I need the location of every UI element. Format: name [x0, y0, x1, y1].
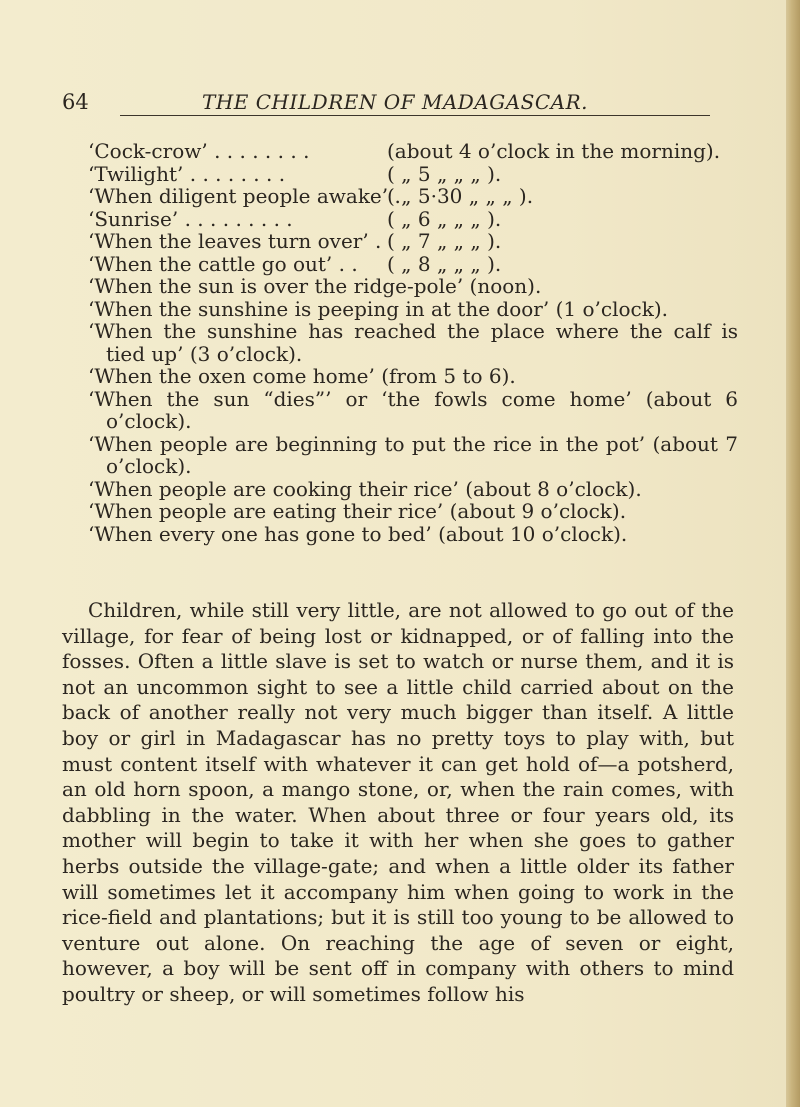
- schedule-row: [88, 298, 738, 321]
- page-edge: [786, 0, 800, 1107]
- schedule-time: (about 4 o’clock in the morning).: [387, 139, 721, 163]
- schedule-name: ‘Cock-crow’ . . . . . . . .: [88, 139, 310, 163]
- schedule-time: ( „ 6 „ „ „ ).: [387, 206, 502, 231]
- schedule-name: ‘When people are eating their rice’ (about 9 o’clock).: [88, 499, 627, 523]
- schedule-name: ‘When every one has gone to bed’ (about 10 o’clock).: [88, 521, 628, 546]
- schedule-name: ‘When the sunshine has reached the place where the calf is tied up’ (3 o’clock).: [88, 319, 738, 366]
- schedule-row: [88, 275, 738, 298]
- schedule-name: ‘When the cattle go out’ . .: [88, 251, 358, 276]
- schedule-row: [88, 433, 738, 478]
- schedule-time: ( „ 8 „ „ „ ).: [387, 251, 502, 276]
- body-paragraph-block: [62, 598, 734, 1008]
- schedule-row: [88, 320, 738, 365]
- body-paragraph: Children, while still very little, are not allowed to go out of the village, for fear of being lost or kidnapped, or of falling into the fosses. Often a little slave is set to watch or nurse them, and it is not an uncommon sight to see a little child carried about on the back of another really not very much bigger than itself. A little boy or girl in Madagascar has no pretty toys to play with, but must content itself with whatever it can get hold of—a potsherd, an old horn spoon, a mango stone, or, when the rain comes, with dabbling in the water. When about three or four years old, its mother will begin to take it with her when she goes to gather herbs outside the village-gate; and when a little older its father will sometimes let it accompany him when going to work in the rice-field and plantations; but it is still too young to be allowed to venture out alone. On reaching the age of seven or eight, however, a boy will be sent off in company with others to mind poultry or sheep, or will sometimes follow his: [62, 598, 734, 1006]
- schedule-row: [88, 163, 738, 186]
- schedule-name: ‘When the oxen come home’ (from 5 to 6).: [88, 364, 516, 388]
- schedule-name: ‘Twilight’ . . . . . . . .: [88, 161, 286, 186]
- schedule-row: [88, 140, 738, 163]
- schedule-name: ‘When the leaves turn over’ .: [88, 229, 382, 253]
- page-number: 64: [62, 90, 89, 114]
- running-title: THE CHILDREN OF MADAGASCAR.: [202, 90, 589, 114]
- schedule-name: ‘When people are cooking their rice’ (about 8 o’clock).: [88, 476, 642, 501]
- schedule-row: [88, 253, 738, 276]
- schedule-row: [88, 388, 738, 433]
- schedule-time: ( „ 5 „ „ „ ).: [387, 161, 502, 186]
- schedule-name: ‘When people are beginning to put the rice in the pot’ (about 7 o’clock).: [88, 431, 738, 478]
- schedule-row: [88, 500, 738, 523]
- schedule-row: [88, 365, 738, 388]
- schedule-row: [88, 523, 738, 546]
- schedule-time: ( „ 7 „ „ „ ).: [387, 229, 502, 253]
- schedule-row: [88, 208, 738, 231]
- schedule-name: ‘Sunrise’ . . . . . . . . .: [88, 206, 293, 231]
- schedule-name: ‘When the sun “dies”’ or ‘the fowls come home’ (about 6 o’clock).: [88, 386, 738, 433]
- schedule-name: ‘When the sunshine is peeping in at the door’ (1 o’clock).: [88, 296, 668, 321]
- schedule-row: [88, 185, 738, 208]
- schedule-name: ‘When the sun is over the ridge-pole’ (noon).: [88, 274, 542, 298]
- schedule-row: [88, 478, 738, 501]
- header-rule: [120, 115, 710, 116]
- schedule-row: [88, 230, 738, 253]
- schedule-name: ‘When diligent people awake’ .: [88, 184, 401, 208]
- time-schedule-list: [88, 140, 738, 545]
- schedule-time: ( „ 5·30 „ „ „ ).: [387, 184, 534, 208]
